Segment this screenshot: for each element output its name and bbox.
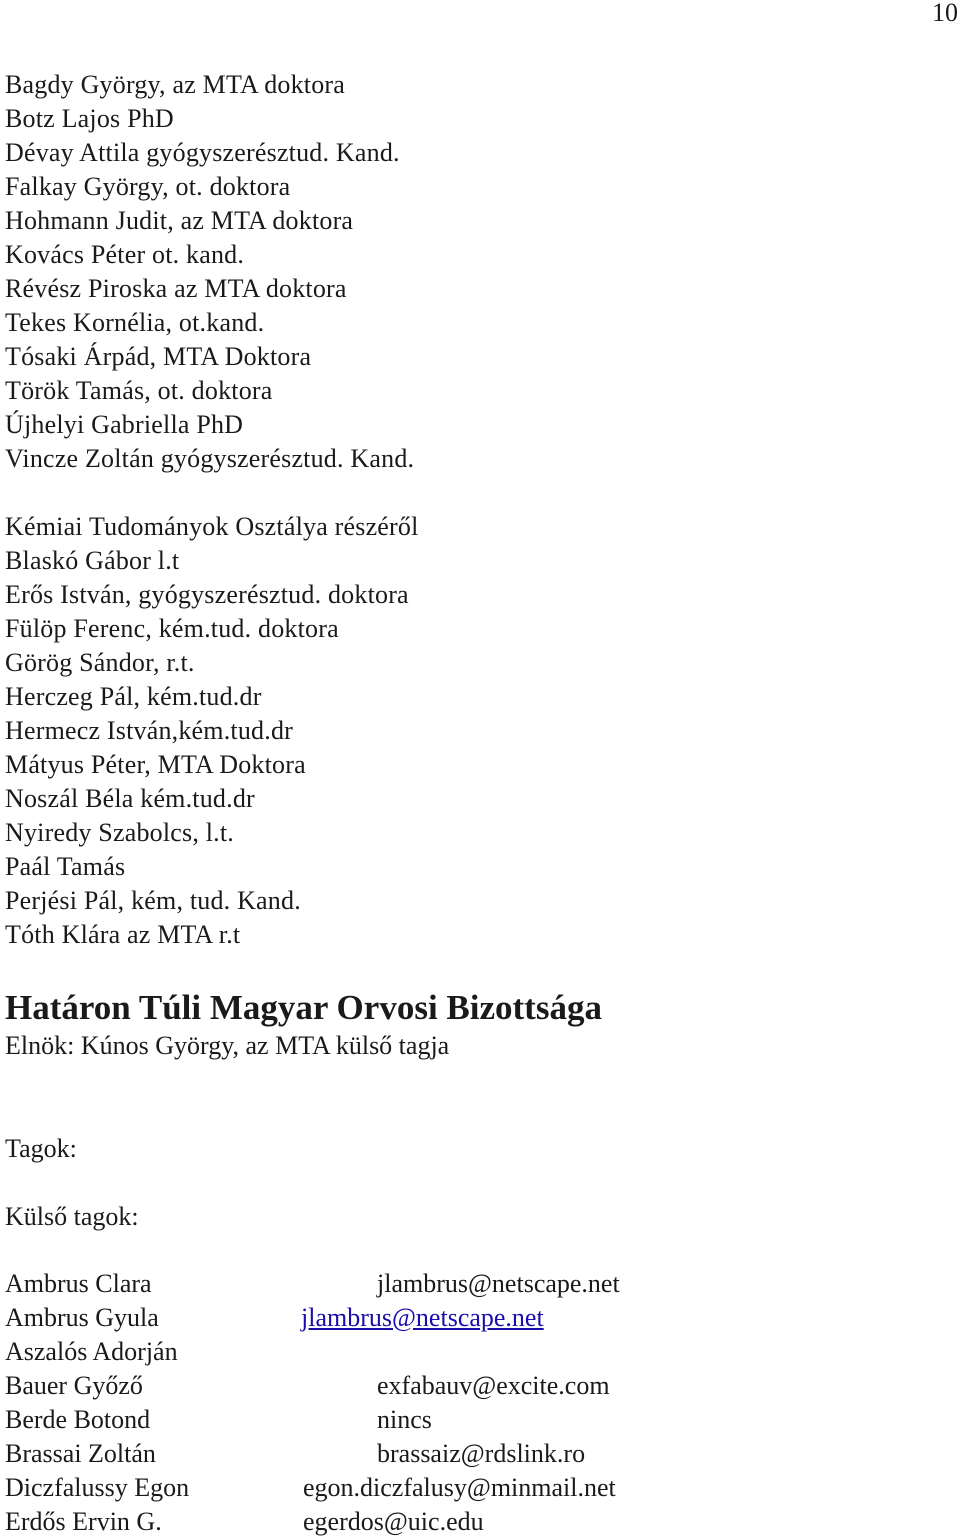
list-item: Botz Lajos PhD: [5, 104, 174, 133]
list-item: Bagdy György, az MTA doktora: [5, 70, 346, 99]
table-row: [5, 1267, 705, 1301]
list-item: Perjési Pál, kém, tud. Kand.: [5, 886, 301, 915]
table-row: [5, 1471, 705, 1505]
list-item: Falkay György, ot. doktora: [5, 172, 291, 201]
list-item: Paál Tamás: [5, 852, 126, 881]
list-subtitle: Kémiai Tudományok Osztálya részéről: [5, 512, 419, 541]
list-item: Kovács Péter ot. kand.: [5, 240, 245, 269]
table-row: [5, 1403, 705, 1437]
member-name: Ambrus Clara: [5, 1269, 152, 1298]
member-list-a: [5, 68, 414, 476]
list-item: Erős István, gyógyszerésztud. doktora: [5, 580, 409, 609]
list-item: Révész Piroska az MTA doktora: [5, 274, 347, 303]
member-list-b: [5, 510, 419, 952]
member-name: Berde Botond: [5, 1405, 151, 1434]
list-item: Tóth Klára az MTA r.t: [5, 920, 241, 949]
list-item: Hohmann Judit, az MTA doktora: [5, 206, 354, 235]
member-name: Diczfalussy Egon: [5, 1473, 190, 1502]
table-row: [5, 1369, 705, 1403]
member-name: Bauer Győző: [5, 1371, 143, 1400]
list-item: Görög Sándor, r.t.: [5, 648, 195, 677]
member-email: jlambrus@netscape.net: [377, 1269, 620, 1298]
list-item: Noszál Béla kém.tud.dr: [5, 784, 255, 813]
list-item: Tekes Kornélia, ot.kand.: [5, 308, 265, 337]
list-item: Hermecz István,kém.tud.dr: [5, 716, 294, 745]
chair-line: Elnök: Kúnos György, az MTA külső tagja: [5, 1031, 450, 1060]
section-heading: Határon Túli Magyar Orvosi Bizottsága: [5, 988, 602, 1027]
list-item: Dévay Attila gyógyszerésztud. Kand.: [5, 138, 400, 167]
page-number: 10: [932, 0, 958, 27]
member-email: egerdos@uic.edu: [303, 1507, 484, 1536]
list-item: Nyiredy Szabolcs, l.t.: [5, 818, 234, 847]
external-members-label: Külső tagok:: [5, 1202, 139, 1231]
list-item: Fülöp Ferenc, kém.tud. doktora: [5, 614, 339, 643]
member-name: Aszalós Adorján: [5, 1337, 178, 1366]
members-label: Tagok:: [5, 1134, 77, 1163]
table-row: [5, 1335, 705, 1369]
list-item: Blaskó Gábor l.t: [5, 546, 180, 575]
member-name: Erdős Ervin G.: [5, 1507, 162, 1536]
table-row: [5, 1301, 705, 1335]
member-email: brassaiz@rdslink.ro: [377, 1439, 586, 1468]
member-email: egon.diczfalusy@minmail.net: [303, 1473, 616, 1502]
member-name: Brassai Zoltán: [5, 1439, 156, 1468]
list-item: Herczeg Pál, kém.tud.dr: [5, 682, 262, 711]
list-item: Török Tamás, ot. doktora: [5, 376, 273, 405]
external-members-table: [5, 1267, 705, 1539]
list-item: Tósaki Árpád, MTA Doktora: [5, 342, 312, 371]
member-email: exfabauv@excite.com: [377, 1371, 610, 1400]
member-name: Ambrus Gyula: [5, 1303, 159, 1332]
member-email: nincs: [377, 1405, 432, 1434]
table-row: [5, 1437, 705, 1471]
email-link[interactable]: jlambrus@netscape.net: [301, 1303, 544, 1332]
table-row: [5, 1505, 705, 1539]
list-item: Vincze Zoltán gyógyszerésztud. Kand.: [5, 444, 415, 473]
list-item: Mátyus Péter, MTA Doktora: [5, 750, 306, 779]
list-item: Újhelyi Gabriella PhD: [5, 410, 244, 439]
